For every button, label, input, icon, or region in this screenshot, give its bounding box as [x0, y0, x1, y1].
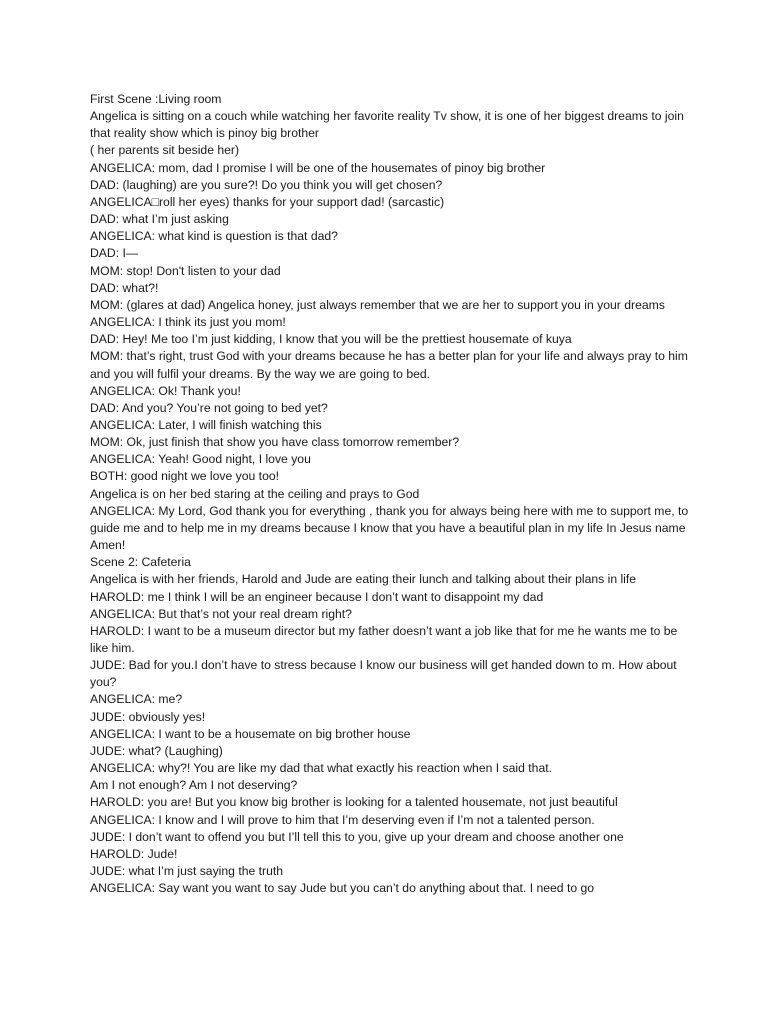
dialogue-line: ANGELICA: Say want you want to say Jude but you can’t do anything about that. I need to go	[90, 881, 595, 896]
dialogue-line: DAD: what I’m just asking	[90, 212, 229, 227]
dialogue-line: ANGELICA: mom, dad I promise I will be one of the housemates of pinoy big brother	[90, 160, 546, 175]
dialogue-line: JUDE: I don’t want to offend you but I’ll tell this to you, give up your dream and choose another one	[90, 829, 624, 844]
dialogue-line: ANGELICA: Ok! Thank you!	[90, 383, 241, 398]
stage-direction: ( her parents sit beside her)	[90, 143, 240, 158]
stage-direction: Angelica is sitting on a couch while watching her favorite reality Tv show, it is one of her biggest dreams to join that reality show which is pinoy big brother	[90, 109, 684, 141]
dialogue-line: ANGELICA: But that’s not your real dream right?	[90, 606, 352, 621]
dialogue-line: MOM: that’s right, trust God with your dreams because he has a better plan for your life and always pray to him and you will fulfil your dreams. By the way we are going to bed.	[90, 349, 688, 381]
dialogue-line: DAD: I—	[90, 246, 139, 261]
dialogue-line: DAD: (laughing) are you sure?! Do you think you will get chosen?	[90, 177, 443, 192]
dialogue-line: ANGELICA: I think its just you mom!	[90, 315, 286, 330]
dialogue-line: HAROLD: Jude!	[90, 846, 178, 861]
dialogue-line: ANGELICA: I want to be a housemate on big brother house	[90, 726, 411, 741]
dialogue-line: ANGELICA: My Lord, God thank you for everything , thank you for always being here with me to support me, to guide me and to help me in my dreams because I know that you have a beautiful plan in my life In Jesus name Amen!	[90, 503, 689, 553]
dialogue-line: JUDE: Bad for you.I don’t have to stress because I know our business will get handed down to m. How about you?	[90, 658, 677, 690]
dialogue-line: BOTH: good night we love you too!	[90, 469, 280, 484]
dialogue-line: ANGELICA: I know and I will prove to him that I’m deserving even if I’m not a talented person.	[90, 812, 595, 827]
dialogue-line: JUDE: what I’m just saying the truth	[90, 864, 284, 879]
dialogue-line: DAD: what?!	[90, 280, 159, 295]
dialogue-line: ANGELICA: why?! You are like my dad that what exactly his reaction when I said that.	[90, 761, 553, 776]
scene-heading: Scene 2: Cafeteria	[90, 555, 191, 570]
dialogue-line: MOM: stop! Don't listen to your dad	[90, 263, 281, 278]
stage-direction: Angelica is on her bed staring at the ceiling and prays to God	[90, 486, 420, 501]
dialogue-line: JUDE: obviously yes!	[90, 709, 206, 724]
dialogue-line: MOM: Ok, just finish that show you have class tomorrow remember?	[90, 435, 460, 450]
dialogue-line: HAROLD: me I think I will be an engineer because I don’t want to disappoint my dad	[90, 589, 544, 604]
dialogue-line: ANGELICA: Later, I will finish watching this	[90, 417, 322, 432]
dialogue-line: Am I not enough? Am I not deserving?	[90, 778, 298, 793]
dialogue-line: HAROLD: you are! But you know big brother is looking for a talented housemate, not just beautiful	[90, 795, 618, 810]
dialogue-line: JUDE: what? (Laughing)	[90, 743, 223, 758]
dialogue-line: MOM: (glares at dad) Angelica honey, just always remember that we are her to support you in your dreams	[90, 297, 665, 312]
dialogue-line: HAROLD: I want to be a museum director but my father doesn’t want a job like that for me he wants me to be like him.	[90, 623, 678, 655]
dialogue-line: ANGELICA: what kind is question is that dad?	[90, 229, 338, 244]
dialogue-line: ANGELICA□roll her eyes) thanks for your support dad! (sarcastic)	[90, 194, 445, 209]
script-text	[90, 91, 690, 897]
stage-direction: Angelica is with her friends, Harold and Jude are eating their lunch and talking about their plans in life	[90, 572, 637, 587]
dialogue-line: ANGELICA: me?	[90, 692, 183, 707]
dialogue-line: DAD: And you? You’re not going to bed yet?	[90, 400, 328, 415]
dialogue-line: ANGELICA: Yeah! Good night, I love you	[90, 452, 311, 467]
scene-heading: First Scene :Living room	[90, 92, 222, 106]
dialogue-line: DAD: Hey! Me too I’m just kidding, I know that you will be the prettiest housemate of kuya	[90, 332, 572, 347]
